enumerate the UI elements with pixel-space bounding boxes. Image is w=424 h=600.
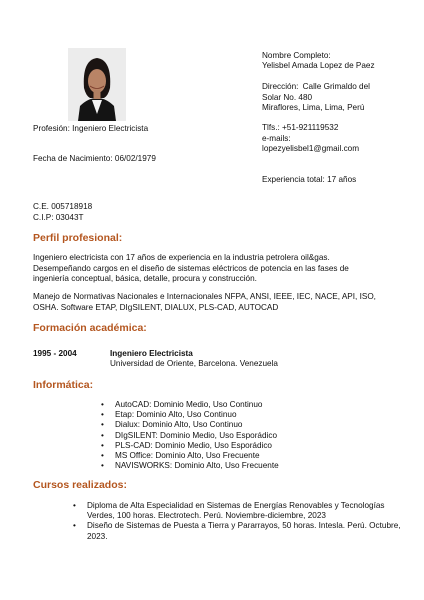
courses-list — [87, 501, 401, 542]
education-school: Universidad de Oriente, Barcelona. Venezuela — [110, 359, 278, 368]
profession: Profesión: Ingeniero Electricista — [33, 124, 149, 133]
experience-total: Experiencia total: 17 años — [262, 175, 357, 184]
id-block — [33, 202, 92, 223]
address-line2: Solar No. 480 — [262, 92, 313, 102]
list-item: • PLS-CAD: Dominio Medio, Uso Esporádico — [115, 441, 279, 451]
address-line1: Calle Grimaldo del — [302, 82, 370, 91]
emails-label: e-mails: — [262, 134, 291, 143]
section-title-courses: Cursos realizados: — [33, 479, 127, 491]
person-photo-icon — [68, 48, 126, 121]
profile-photo — [68, 48, 126, 121]
course-1-line-1: • Diploma de Alta Especialidad en Sistemas de Energías Renovables y Tecnologías — [87, 501, 385, 510]
birth-date: Fecha de Nacimiento: 06/02/1979 — [33, 154, 156, 163]
section-title-education: Formación académica: — [33, 322, 147, 334]
profile-paragraph-1: Ingeniero electricista con 17 años de experiencia en la industria petrolera oil&gas. Desempeñando cargos en el diseño de sistemas eléctricos de potencia en las fases de ingeniería conceptual, básica, detalle, procura y construcción. — [33, 253, 349, 284]
profile-paragraph-2: Manejo de Normativas Nacionales e Internacionales NFPA, ANSI, IEEE, IEC, NACE, API, ISO, OSHA. Software ETAP, DIgSILENT, DIALUX, PLS-CAD, AUTOCAD — [33, 292, 376, 312]
section-title-profile: Perfil profesional: — [33, 232, 123, 244]
list-item: • NAVISWORKS: Dominio Alto, Uso Frecuente — [115, 461, 279, 471]
list-item — [87, 501, 401, 521]
cip-number: C.I.P: 03043T — [33, 212, 84, 222]
course-1-line-2: Verdes, 100 horas. Electrotech. Perú. Noviembre-diciembre, 2023 — [87, 511, 326, 521]
phones: Tlfs.: +51-921119532 — [262, 123, 339, 132]
list-item: • Etap: Dominio Alto, Uso Continuo — [115, 410, 279, 420]
list-item — [87, 521, 401, 541]
list-item: • MS Office: Dominio Alto, Uso Frecuente — [115, 451, 279, 461]
name-value: Yelisbel Amada Lopez de Paez — [262, 61, 375, 70]
ce-number: C.E. 005718918 — [33, 202, 93, 211]
address-block — [262, 82, 370, 114]
email-value: lopezyelisbel1@gmail.com — [262, 144, 360, 153]
list-item: • Dialux: Dominio Alto, Uso Continuo — [115, 420, 279, 430]
list-item: • AutoCAD: Dominio Medio, Uso Continuo — [115, 400, 279, 410]
education-degree: Ingeniero Electricista — [110, 349, 193, 358]
software-list — [115, 400, 279, 471]
address-label: Dirección: — [262, 82, 299, 91]
education-years: 1995 - 2004 — [33, 349, 77, 358]
name-label: Nombre Completo: — [262, 51, 331, 60]
list-item: • DIgSILENT: Dominio Medio, Uso Esporádico — [115, 431, 279, 441]
course-2-line-1: • Diseño de Sistemas de Puesta a Tierra y Pararrayos, 50 horas. Intesla. Perú. Octubre, — [87, 521, 401, 531]
section-title-software: Informática: — [33, 379, 94, 391]
course-2-line-2: 2023. — [87, 531, 108, 541]
address-line3: Miraflores, Lima, Lima, Perú — [262, 103, 365, 113]
